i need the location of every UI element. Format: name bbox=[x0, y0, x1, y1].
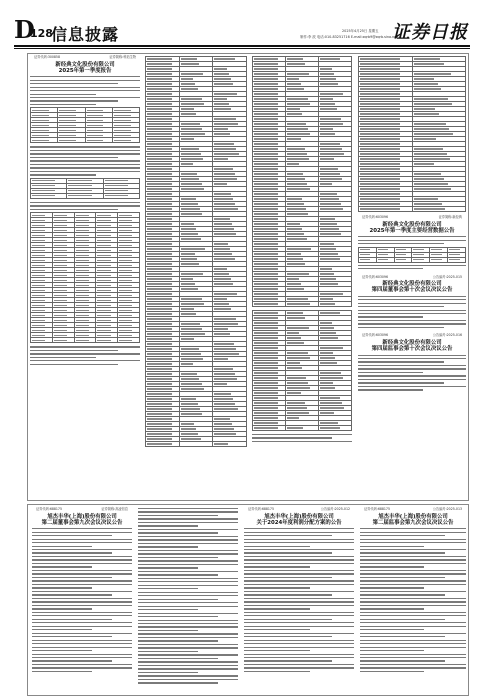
text-line bbox=[32, 608, 92, 609]
table-row bbox=[359, 207, 466, 212]
text-line bbox=[138, 672, 198, 673]
text-line bbox=[244, 608, 310, 609]
section-title: 信息披露 bbox=[51, 25, 120, 44]
text-line bbox=[138, 546, 198, 547]
text-line bbox=[32, 660, 112, 661]
announcement-no: 公告编号:2025-015 bbox=[432, 274, 462, 279]
stock-code: 证券代码:688175 bbox=[36, 507, 62, 511]
text-line bbox=[360, 559, 466, 560]
notice-profit-distribution bbox=[244, 508, 354, 674]
text-line bbox=[138, 592, 238, 593]
text-line bbox=[32, 615, 132, 616]
text-line bbox=[32, 556, 132, 557]
text-line bbox=[360, 636, 445, 637]
text-line bbox=[360, 626, 466, 627]
notice-header bbox=[244, 508, 354, 526]
text-line bbox=[244, 601, 354, 602]
text-line bbox=[244, 539, 354, 540]
stock-code: 证券代码:603096 bbox=[362, 333, 388, 338]
text-line bbox=[360, 570, 466, 571]
text-line bbox=[138, 539, 238, 540]
text-line bbox=[138, 522, 238, 523]
text-line bbox=[32, 619, 112, 620]
text-line bbox=[32, 664, 132, 665]
text-line bbox=[138, 560, 238, 561]
text-line bbox=[244, 615, 354, 616]
text-line bbox=[32, 626, 132, 627]
company-name: 新经典文化股份有限公司 bbox=[55, 61, 115, 68]
text-line bbox=[32, 539, 132, 540]
text-line bbox=[138, 508, 238, 509]
text-line bbox=[360, 532, 466, 533]
text-line bbox=[360, 622, 466, 623]
text-line bbox=[138, 595, 238, 596]
text-line bbox=[244, 535, 332, 536]
text-line bbox=[138, 571, 238, 572]
text-line bbox=[244, 605, 354, 606]
text-line bbox=[138, 602, 238, 603]
text-line bbox=[360, 528, 466, 529]
text-line bbox=[360, 598, 466, 599]
text-line bbox=[32, 667, 132, 668]
text-line bbox=[244, 640, 354, 641]
text-line bbox=[244, 654, 354, 655]
text-line bbox=[32, 671, 92, 672]
text-line bbox=[138, 651, 198, 652]
masthead-rule bbox=[14, 45, 470, 47]
text-line bbox=[32, 577, 112, 578]
text-line bbox=[32, 591, 132, 592]
text-line bbox=[138, 647, 238, 648]
text-line bbox=[138, 637, 238, 638]
text-line bbox=[244, 587, 310, 588]
text-line bbox=[138, 564, 238, 565]
text-line bbox=[138, 644, 238, 645]
text-line bbox=[244, 647, 354, 648]
stock-code: 证券代码:688175 bbox=[364, 507, 390, 511]
document-title: 2025年第一季度主要经营数据公告 bbox=[369, 227, 455, 234]
text-line bbox=[360, 542, 466, 543]
text-line bbox=[32, 587, 92, 588]
text-line bbox=[360, 671, 424, 672]
text-line bbox=[244, 556, 354, 557]
text-line bbox=[360, 664, 466, 665]
text-line bbox=[360, 556, 466, 557]
text-line bbox=[138, 511, 238, 512]
text-line bbox=[138, 532, 218, 533]
text-line bbox=[138, 578, 238, 579]
company-name: 旭杰丰华(上海)股份有限公司 bbox=[264, 513, 334, 520]
masthead-rule-thin bbox=[14, 48, 470, 49]
text-line bbox=[138, 668, 238, 669]
notice-supervisory-meeting-lower bbox=[360, 508, 466, 674]
text-line bbox=[138, 613, 238, 614]
text-line bbox=[138, 553, 238, 554]
text-line bbox=[360, 650, 424, 651]
text-line bbox=[360, 643, 466, 644]
text-line bbox=[138, 620, 238, 621]
text-line bbox=[32, 532, 132, 533]
text-line bbox=[244, 566, 310, 567]
announcement-no: 公告编号:2025-016 bbox=[432, 333, 462, 338]
text-line bbox=[360, 629, 424, 630]
income-table bbox=[252, 56, 352, 307]
text-line bbox=[244, 546, 310, 547]
stock-abbr: 证券简称:新经典 bbox=[438, 215, 462, 219]
text-line bbox=[138, 675, 238, 676]
text-line bbox=[244, 657, 354, 658]
text-line bbox=[32, 559, 132, 560]
text-line bbox=[32, 546, 92, 547]
editor-line: 制作:李 波 电话:010-83251716 E-mail:zqrb9@zqrb.sina.net bbox=[300, 35, 398, 39]
text-line bbox=[244, 598, 354, 599]
text-line bbox=[32, 654, 132, 655]
text-line bbox=[244, 549, 354, 550]
document-title: 第四届董事会第十次会议决议公告 bbox=[371, 287, 453, 294]
text-line bbox=[360, 615, 466, 616]
text-line bbox=[138, 543, 238, 544]
text-line bbox=[138, 567, 198, 568]
document-title: 第二届监事会第九次会议决议公告 bbox=[372, 519, 454, 526]
masthead bbox=[0, 0, 484, 46]
stock-code: 证券代码:603096 bbox=[362, 274, 388, 279]
text-line bbox=[138, 665, 238, 666]
text-line bbox=[360, 566, 424, 567]
text-line bbox=[138, 585, 238, 586]
text-line bbox=[32, 542, 132, 543]
text-line bbox=[138, 640, 218, 641]
text-line bbox=[138, 581, 238, 582]
text-line bbox=[360, 552, 445, 553]
text-line bbox=[360, 605, 466, 606]
notice-header bbox=[30, 56, 140, 74]
text-line bbox=[244, 664, 354, 665]
balance-sheet-table bbox=[145, 56, 247, 447]
right-column bbox=[358, 56, 466, 393]
company-name: 新经典文化股份有限公司 bbox=[382, 281, 442, 288]
company-name: 新经典文化股份有限公司 bbox=[382, 221, 442, 228]
text-line bbox=[138, 557, 218, 558]
text-line bbox=[32, 563, 132, 564]
lower-column-2 bbox=[138, 508, 238, 686]
text-line bbox=[244, 573, 354, 574]
text-line bbox=[32, 647, 132, 648]
text-line bbox=[138, 599, 218, 600]
stock-abbr: 证券简称:高凌信息 bbox=[101, 507, 128, 511]
text-line bbox=[360, 640, 466, 641]
stock-code: 证券代码:603096 bbox=[362, 215, 388, 219]
text-line bbox=[138, 658, 218, 659]
text-line bbox=[244, 667, 354, 668]
text-line bbox=[360, 563, 466, 564]
document-title: 第二届董事会第九次会议决议公告 bbox=[41, 519, 123, 526]
text-line bbox=[138, 623, 238, 624]
text-line bbox=[244, 612, 354, 613]
text-line bbox=[244, 552, 332, 553]
table-row bbox=[146, 442, 247, 447]
text-line bbox=[244, 542, 354, 543]
text-line bbox=[360, 619, 445, 620]
announcement-no: 公告编号:2025-013 bbox=[432, 507, 462, 511]
text-line bbox=[360, 612, 466, 613]
company-name: 旭杰丰华(上海)股份有限公司 bbox=[47, 513, 117, 520]
text-line bbox=[244, 619, 332, 620]
text-line bbox=[244, 594, 332, 595]
text-line bbox=[360, 549, 466, 550]
text-line bbox=[360, 667, 466, 668]
text-line bbox=[244, 643, 354, 644]
text-line bbox=[360, 594, 445, 595]
page-number: 128 bbox=[30, 27, 53, 40]
text-line bbox=[138, 682, 218, 683]
text-line bbox=[32, 566, 92, 567]
text-line bbox=[138, 536, 238, 537]
text-line bbox=[32, 598, 132, 599]
text-line bbox=[32, 535, 112, 536]
text-line bbox=[138, 661, 238, 662]
notice-board-resolution-header bbox=[358, 276, 466, 294]
text-line bbox=[360, 660, 445, 661]
text-line bbox=[32, 605, 132, 606]
text-line bbox=[360, 577, 445, 578]
text-line bbox=[244, 591, 354, 592]
supplement-table bbox=[358, 56, 466, 212]
text-line bbox=[32, 636, 112, 637]
text-line bbox=[360, 591, 466, 592]
text-line bbox=[244, 563, 354, 564]
text-line bbox=[138, 588, 198, 589]
text-line bbox=[32, 633, 132, 634]
text-line bbox=[138, 518, 238, 519]
document-title: 2025年第一季度报告 bbox=[58, 67, 112, 74]
company-name: 旭杰丰华(上海)股份有限公司 bbox=[378, 513, 448, 520]
text-line bbox=[138, 616, 218, 617]
text-line bbox=[244, 629, 310, 630]
text-line bbox=[32, 657, 132, 658]
holdings-table bbox=[30, 212, 140, 343]
text-line bbox=[32, 601, 132, 602]
text-line bbox=[138, 609, 198, 610]
company-name: 新经典文化股份有限公司 bbox=[382, 340, 442, 347]
text-line bbox=[360, 608, 424, 609]
text-line bbox=[138, 525, 198, 526]
text-line bbox=[138, 633, 238, 634]
text-line bbox=[244, 528, 354, 529]
text-line bbox=[244, 559, 354, 560]
text-line bbox=[244, 584, 354, 585]
text-line bbox=[32, 584, 132, 585]
stock-code: 证券代码:688175 bbox=[248, 507, 274, 511]
text-line bbox=[32, 629, 92, 630]
stock-abbr: 证券简称:科拓生物 bbox=[109, 55, 136, 59]
text-line bbox=[244, 671, 310, 672]
text-line bbox=[138, 529, 238, 530]
text-line bbox=[360, 601, 466, 602]
document-title: 关于2024年度利润分配方案的公告 bbox=[256, 519, 342, 526]
text-line bbox=[138, 550, 238, 551]
text-line bbox=[32, 594, 112, 595]
text-line bbox=[32, 643, 132, 644]
shareholder-table bbox=[30, 178, 140, 199]
text-line bbox=[32, 549, 132, 550]
text-line bbox=[32, 570, 132, 571]
text-line bbox=[244, 626, 354, 627]
table-row bbox=[253, 302, 352, 307]
newspaper-logo: 证券日报 bbox=[392, 22, 468, 43]
text-line bbox=[138, 679, 238, 680]
text-line bbox=[360, 580, 466, 581]
text-line bbox=[360, 657, 466, 658]
text-line bbox=[32, 650, 92, 651]
text-line bbox=[138, 630, 198, 631]
text-line bbox=[32, 528, 132, 529]
notice-board-meeting-lower bbox=[32, 508, 132, 674]
text-line bbox=[360, 647, 466, 648]
text-line bbox=[244, 622, 354, 623]
text-line bbox=[138, 654, 238, 655]
text-line bbox=[360, 587, 424, 588]
text-line bbox=[32, 640, 132, 641]
notice-supervisory-resolution-header bbox=[358, 334, 466, 352]
text-line bbox=[360, 539, 466, 540]
text-line bbox=[244, 660, 332, 661]
text-line bbox=[360, 535, 445, 536]
text-line bbox=[244, 650, 310, 651]
text-line bbox=[32, 573, 132, 574]
text-line bbox=[138, 606, 238, 607]
text-line bbox=[360, 654, 466, 655]
text-line bbox=[244, 532, 354, 533]
text-line bbox=[360, 633, 466, 634]
text-line bbox=[138, 574, 218, 575]
cash-flow-column bbox=[252, 56, 352, 444]
date-line: 2025年4月25日 星期五 bbox=[342, 29, 379, 33]
text-line bbox=[138, 515, 218, 516]
text-line bbox=[138, 626, 238, 627]
text-line bbox=[360, 573, 466, 574]
page-letter: D bbox=[14, 15, 35, 44]
text-line bbox=[244, 570, 354, 571]
operating-data-table bbox=[358, 247, 466, 263]
stock-code: 证券代码:300858 bbox=[34, 55, 60, 59]
cash-flow-table bbox=[252, 310, 352, 431]
text-line bbox=[32, 552, 112, 553]
notice-q1-report bbox=[30, 56, 140, 367]
announcement-no: 公告编号:2025-012 bbox=[320, 507, 350, 511]
text-line bbox=[32, 622, 132, 623]
text-line bbox=[244, 577, 332, 578]
notice-header bbox=[360, 508, 466, 526]
text-line bbox=[244, 636, 332, 637]
financial-table bbox=[30, 107, 140, 143]
notice-operating-data-header bbox=[358, 216, 466, 234]
text-line bbox=[32, 580, 132, 581]
notice-header bbox=[32, 508, 132, 526]
text-line bbox=[244, 633, 354, 634]
document-title: 第四届监事会第十次会议决议公告 bbox=[371, 346, 453, 353]
text-line bbox=[360, 584, 466, 585]
table-row bbox=[253, 426, 352, 431]
balance-sheet-column bbox=[145, 56, 247, 447]
text-line bbox=[360, 546, 424, 547]
text-line bbox=[32, 612, 132, 613]
text-line bbox=[244, 580, 354, 581]
